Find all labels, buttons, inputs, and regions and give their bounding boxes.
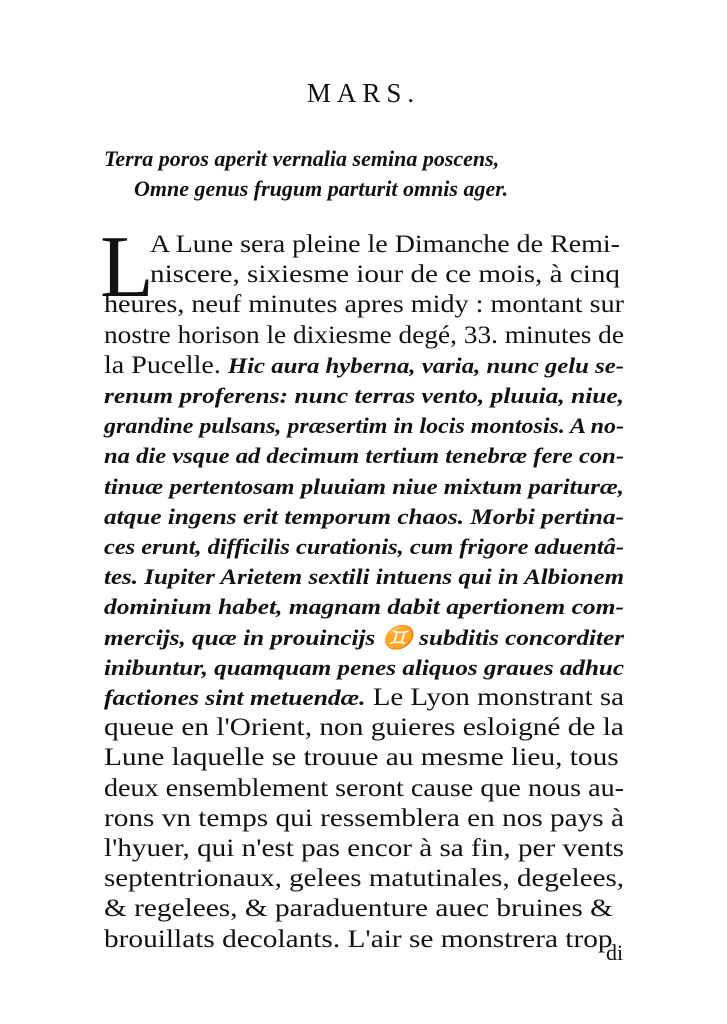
latin-italic-text: mercijs, quæ in prouincijs ♊ subditis concorditer (104, 624, 624, 650)
text-line (104, 561, 624, 592)
roman-text: rons vn temps qui ressemblera en nos pays à (104, 802, 624, 832)
roman-text: deux ensemblement seront cause que nous au- (104, 772, 624, 802)
roman-text: brouillats decolants. L'air se monstrera trop (104, 923, 613, 953)
roman-text: & regelees, & paraduenture auec bruines & (104, 893, 613, 923)
epigraph-line-1: Terra poros aperit vernalia semina poscens, (104, 146, 500, 171)
text-line (104, 320, 624, 350)
latin-italic-text: Hic aura hyberna, varia, nunc gelu se- (227, 352, 624, 378)
page-title: MARS. (306, 78, 421, 108)
text-line (104, 742, 619, 772)
text-line (104, 350, 624, 381)
roman-text: la Pucelle. (104, 349, 228, 379)
latin-italic-text: tinuæ pertentosam pluuiam niue mixtum parituræ, (104, 473, 624, 499)
latin-italic-text: tes. Iupiter Arietem sextili intuens qui in Albionem (104, 564, 624, 590)
roman-text: Lune laquelle se trouue au mesme lieu, tous (104, 742, 619, 772)
text-line (104, 833, 624, 863)
roman-text: heures, neuf minutes apres midy : montant sur (104, 289, 624, 319)
latin-italic-text: grandine pulsans, præsertim in locis montosis. A no- (104, 413, 624, 439)
text-line (104, 924, 613, 954)
epigraph-line-2: Omne genus frugum parturit omnis ager. (134, 176, 509, 201)
roman-text: queue en l'Orient, non guieres esloigné de la (104, 712, 624, 742)
text-line (104, 622, 624, 653)
text-line (104, 712, 624, 742)
text-line (104, 501, 624, 532)
catchword: di (606, 940, 624, 965)
latin-italic-text: inibuntur, quamquam penes aliquos graues adhuc (104, 654, 624, 680)
latin-italic-text: renum proferens: nunc terras vento, pluuia, niue, (104, 383, 624, 408)
text-line (150, 229, 620, 259)
text-line (104, 289, 624, 319)
text-line (104, 803, 624, 833)
text-line (104, 440, 624, 471)
roman-text: nostre horison le dixiesme degé, 33. minutes de (104, 319, 624, 349)
text-line (104, 471, 624, 502)
text-line (104, 591, 624, 622)
text-line (104, 893, 613, 923)
roman-text: A Lune sera pleine le Dimanche de Remi- (150, 229, 620, 258)
latin-italic-text: na die vsque ad decimum tertium tenebræ fere con- (104, 443, 624, 469)
text-line (104, 863, 624, 893)
text-line (104, 652, 624, 683)
drop-capital: L (100, 219, 154, 316)
text-line (104, 531, 624, 562)
text-line (104, 410, 624, 441)
roman-text: niscere, sixiesme iour de ce mois, à cinq (150, 259, 620, 289)
roman-text: Le Lyon monstrant sa (365, 682, 624, 711)
roman-text: l'hyuer, qui n'est pas encor à sa fin, per vents (104, 833, 624, 862)
latin-italic-text: atque ingens erit temporum chaos. Morbi pertina- (104, 503, 624, 529)
latin-italic-text: dominium habet, magnam dabit apertionem com- (104, 594, 624, 620)
text-line (104, 773, 624, 803)
text-line (104, 682, 624, 713)
text-line (150, 259, 620, 289)
latin-italic-text: factiones sint metuendæ. (104, 685, 366, 710)
text-line (104, 380, 624, 411)
roman-text: septentrionaux, gelees matutinales, degelees, (104, 863, 624, 893)
latin-italic-text: ces erunt, difficilis curationis, cum frigore aduentâ- (104, 534, 624, 559)
